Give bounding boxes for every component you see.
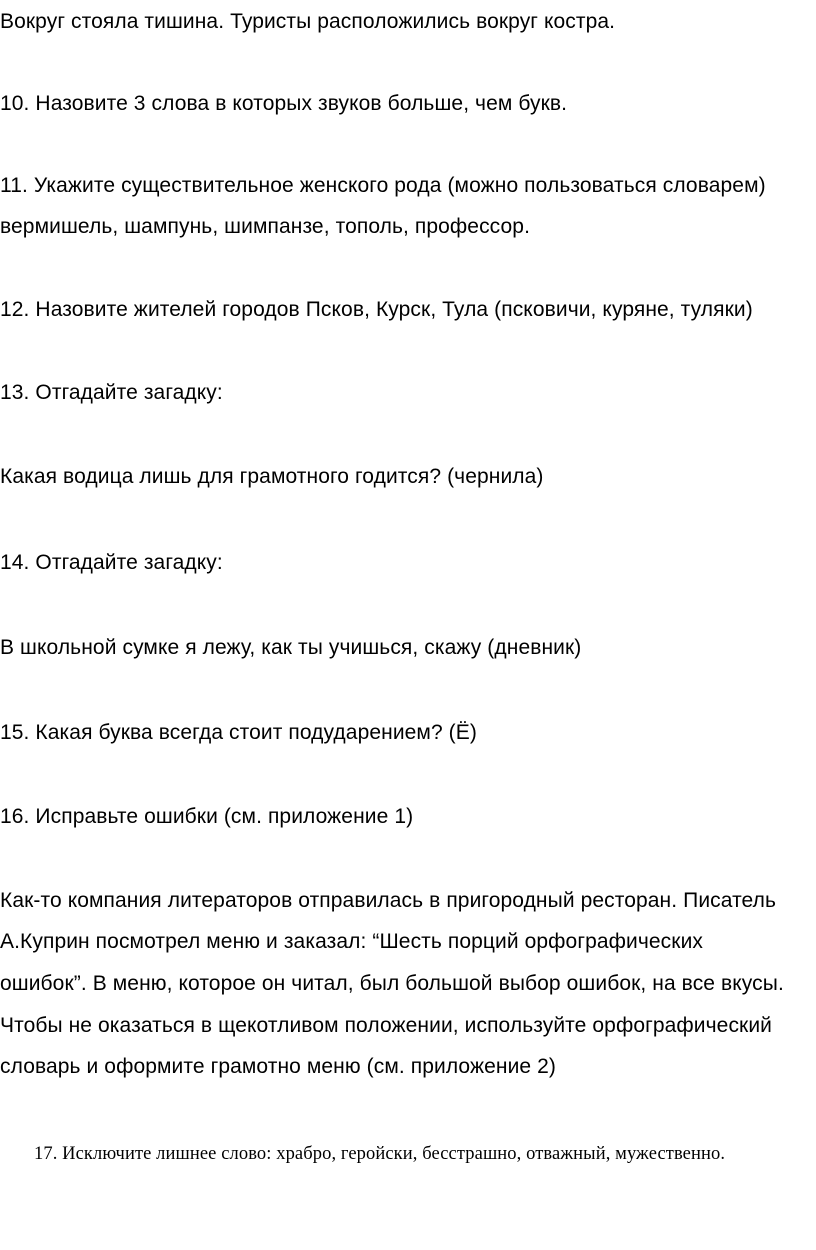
question-10: 10. Назовите 3 слова в которых звуков больше, чем букв. [0, 92, 568, 115]
question-16: 16. Исправьте ошибки (см. приложение 1) [0, 805, 414, 828]
riddle-13: Какая водица лишь для грамотного годится? (чернила) [0, 465, 544, 488]
question-13: 13. Отгадайте загадку: [0, 381, 223, 404]
intro-sentence: Вокруг стояла тишина. Туристы расположились вокруг костра. [0, 10, 616, 33]
question-11: 11. Укажите существительное женского рода (можно пользоваться словарем) [0, 174, 766, 197]
question-12: 12. Назовите жителей городов Псков, Курск, Тула (псковичи, куряне, туляки) [0, 298, 753, 321]
story-line-3: ошибок”. В меню, которое он читал, был большой выбор ошибок, на все вкусы. [0, 972, 784, 995]
question-15: 15. Какая буква всегда стоит подударением? (Ё) [0, 721, 477, 744]
question-11-words: вермишель, шампунь, шимпанзе, тополь, профессор. [0, 215, 531, 238]
story-line-2: А.Куприн посмотрел меню и заказал: “Шесть порций орфографических [0, 930, 703, 953]
question-17: 17. Исключите лишнее слово: храбро, геройски, бесстрашно, отважный, мужественно. [34, 1144, 726, 1164]
story-line-5: словарь и оформите грамотно меню (см. приложение 2) [0, 1055, 557, 1078]
story-line-4: Чтобы не оказаться в щекотливом положении, используйте орфографический [0, 1014, 772, 1037]
story-line-1: Как-то компания литераторов отправилась в пригородный ресторан. Писатель [0, 889, 777, 912]
question-14: 14. Отгадайте загадку: [0, 551, 223, 574]
riddle-14: В школьной сумке я лежу, как ты учишься, скажу (дневник) [0, 636, 582, 659]
